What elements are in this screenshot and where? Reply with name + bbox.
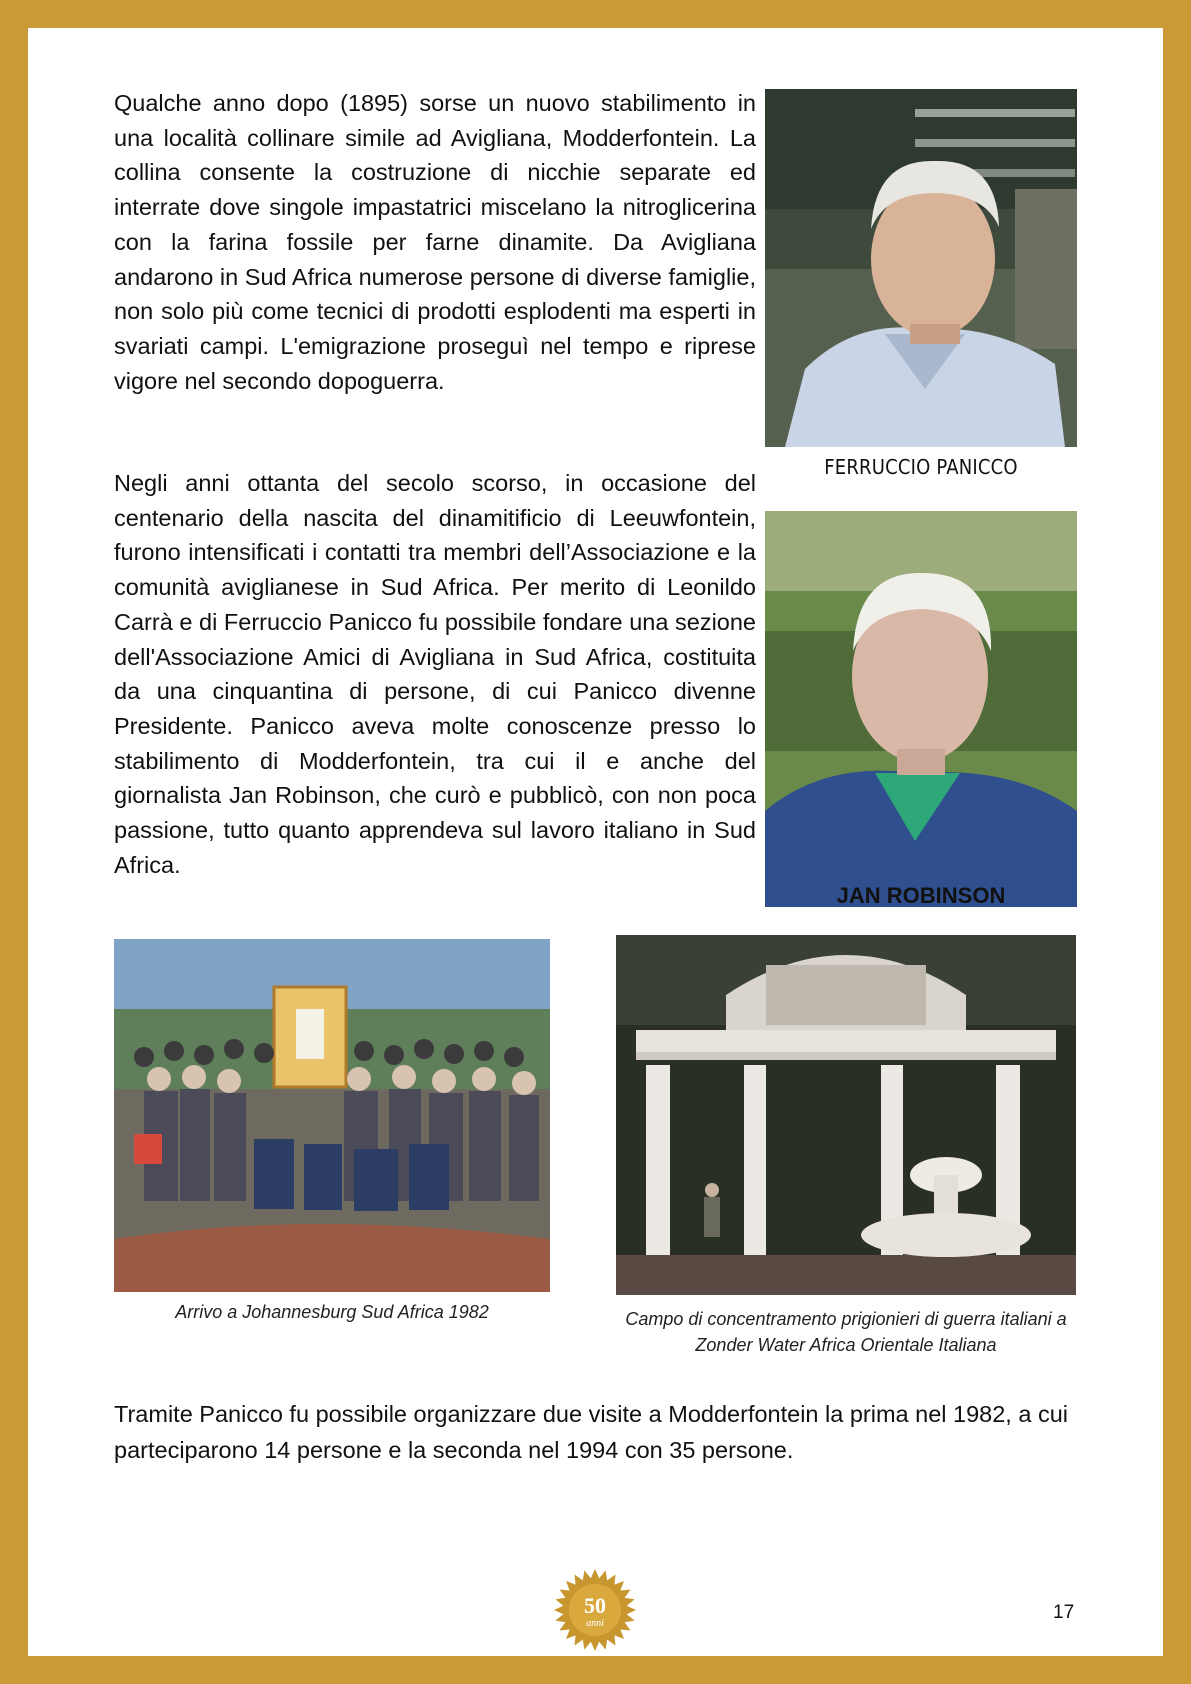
caption-camp-photo: Campo di concentramento prigionieri di guerra italiani a Zonder Water Africa Orientale Italiana — [625, 1309, 1067, 1355]
paragraph-association: Negli anni ottanta del secolo scorso, in occasione del centenario della nascita del dinamitificio di Leeuwfontein, furono intensificati i contatti tra membri dell’Associazione e la comunità aviglianese in Sud Africa. Per merito di Leonildo Carrà e di Ferruccio Panicco fu possibile fondare una sezione dell'Associazione Amici di Avigliana in Sud Africa, costituita da una cinquantina di persone, di cui Panicco divenne Presidente. Panicco aveva molte conoscenze presso lo stabilimento di Modderfontein, tra cui il e anche del giornalista Jan Robinson, che curò e pubblicò, con non poca passione, tutto quanto apprendeva sul lavoro italiano in Sud Africa. — [114, 470, 756, 878]
paragraph-emigration: Qualche anno dopo (1895) sorse un nuovo stabilimento in una località collinare simile ad Avigliana, Modderfontein. La collina consente la costruzione di nicchie separate ed interrate dove singole impastatrici miscelano la nitroglicerina con la farina fossile per farne dinamite. Da Avigliana andarono in Sud Africa numerose persone di diverse famiglie, non solo più come tecnici di prodotti esplodenti ma esperti in svariati campi. L'emigrazione proseguì nel tempo e riprese vigore nel secondo dopoguerra. — [114, 90, 756, 394]
document-page — [28, 28, 1163, 1656]
seal-word: anni — [586, 1618, 604, 1629]
portrait-photo-ferruccio-panicco — [765, 89, 1077, 447]
seal-number: 50 — [584, 1593, 606, 1618]
caption-group-photo: Arrivo a Johannesburg Sud Africa 1982 — [175, 1302, 489, 1322]
page-number: 17 — [1053, 1602, 1075, 1623]
group-photo-johannesburg — [114, 939, 550, 1292]
photo-zonder-water-camp-memorial — [616, 935, 1076, 1295]
portrait-photo-jan-robinson — [765, 511, 1077, 907]
caption-jan-robinson: JAN ROBINSON — [836, 883, 1006, 908]
caption-ferruccio-panicco: FERRUCCIO PANICCO — [824, 455, 1018, 479]
paragraph-visits: Tramite Panicco fu possibile organizzare due visite a Modderfontein la prima nel 1982, a cui parteciparono 14 persone e la seconda nel 1994 con 35 persone. — [114, 1401, 1068, 1463]
anniversary-50-seal-logo — [553, 1568, 637, 1652]
